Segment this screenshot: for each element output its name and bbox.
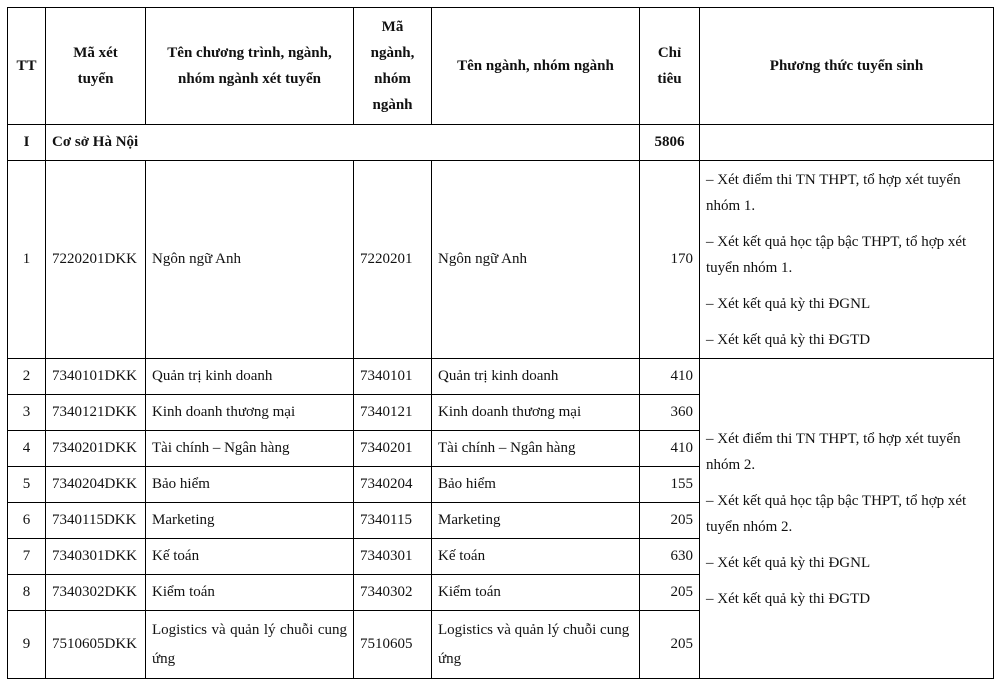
row-code: 7340204DKK <box>46 467 146 503</box>
row-code: 7340302DKK <box>46 575 146 611</box>
row-code: 7340101DKK <box>46 359 146 395</box>
row-program: Tài chính – Ngân hàng <box>146 431 354 467</box>
row-code: 7220201DKK <box>46 161 146 359</box>
row-program: Ngôn ngữ Anh <box>146 161 354 359</box>
row-program: Kế toán <box>146 539 354 575</box>
row-program: Kiểm toán <box>146 575 354 611</box>
row-quota: 410 <box>640 431 700 467</box>
section-tt: I <box>8 125 46 161</box>
section-total: 5806 <box>640 125 700 161</box>
row-quota: 170 <box>640 161 700 359</box>
row-major: Quản trị kinh doanh <box>432 359 640 395</box>
admission-table <box>7 7 994 679</box>
method-item: – Xét điểm thi TN THPT, tổ hợp xét tuyển nhóm 1. <box>706 171 961 214</box>
row-major-code: 7340101 <box>354 359 432 395</box>
row-major-code: 7340121 <box>354 395 432 431</box>
header-ten-chuong-trinh: Tên chương trình, ngành, nhóm ngành xét tuyển <box>146 8 354 125</box>
row-code: 7340121DKK <box>46 395 146 431</box>
section-row <box>8 125 994 161</box>
header-phuong-thuc: Phương thức tuyển sinh <box>700 8 994 125</box>
row-major-code: 7340115 <box>354 503 432 539</box>
method-item: – Xét kết quả kỳ thi ĐGNL <box>706 554 871 571</box>
row-major-code: 7340302 <box>354 575 432 611</box>
methods-group-2 <box>700 359 994 679</box>
method-item: – Xét kết quả học tập bậc THPT, tổ hợp xét tuyển nhóm 1. <box>706 233 967 276</box>
row-quota: 205 <box>640 611 700 679</box>
row-program: Kinh doanh thương mại <box>146 395 354 431</box>
row-major-code: 7340201 <box>354 431 432 467</box>
row-major-code: 7510605 <box>354 611 432 679</box>
row-tt: 7 <box>8 539 46 575</box>
row-tt: 6 <box>8 503 46 539</box>
header-chi-tieu: Chỉ tiêu <box>640 8 700 125</box>
row-code: 7340201DKK <box>46 431 146 467</box>
row-major: Kế toán <box>432 539 640 575</box>
row-program: Marketing <box>146 503 354 539</box>
row-major-code: 7340301 <box>354 539 432 575</box>
row-quota: 410 <box>640 359 700 395</box>
row-major: Logistics và quản lý chuỗi cung ứng <box>432 611 640 679</box>
row-quota: 205 <box>640 575 700 611</box>
row-program: Logistics và quản lý chuỗi cung ứng <box>146 611 354 679</box>
row-quota: 205 <box>640 503 700 539</box>
row-major: Ngôn ngữ Anh <box>432 161 640 359</box>
row-tt: 2 <box>8 359 46 395</box>
methods-group-1 <box>700 161 994 359</box>
row-tt: 4 <box>8 431 46 467</box>
row-major: Kinh doanh thương mại <box>432 395 640 431</box>
row-tt: 3 <box>8 395 46 431</box>
section-empty <box>700 125 994 161</box>
row-major-code: 7340204 <box>354 467 432 503</box>
row-tt: 5 <box>8 467 46 503</box>
row-quota: 360 <box>640 395 700 431</box>
row-quota: 630 <box>640 539 700 575</box>
row-tt: 9 <box>8 611 46 679</box>
method-item: – Xét kết quả học tập bậc THPT, tổ hợp xét tuyển nhóm 2. <box>706 492 967 535</box>
header-ma-xet-tuyen: Mã xét tuyển <box>46 8 146 125</box>
method-item: – Xét kết quả kỳ thi ĐGTD <box>706 590 871 607</box>
row-tt: 1 <box>8 161 46 359</box>
header-row <box>8 8 994 125</box>
row-quota: 155 <box>640 467 700 503</box>
row-major: Tài chính – Ngân hàng <box>432 431 640 467</box>
row-code: 7340115DKK <box>46 503 146 539</box>
method-item: – Xét kết quả kỳ thi ĐGNL <box>706 295 871 312</box>
row-code: 7510605DKK <box>46 611 146 679</box>
row-major: Kiểm toán <box>432 575 640 611</box>
header-ten-nganh: Tên ngành, nhóm ngành <box>432 8 640 125</box>
section-name: Cơ sở Hà Nội <box>46 125 640 161</box>
method-item: – Xét điểm thi TN THPT, tổ hợp xét tuyển nhóm 2. <box>706 430 961 473</box>
header-tt: TT <box>8 8 46 125</box>
row-program: Quản trị kinh doanh <box>146 359 354 395</box>
row-program: Bảo hiểm <box>146 467 354 503</box>
row-major-code: 7220201 <box>354 161 432 359</box>
row-tt: 8 <box>8 575 46 611</box>
header-ma-nganh: Mã ngành, nhóm ngành <box>354 8 432 125</box>
table-row <box>8 359 994 395</box>
row-code: 7340301DKK <box>46 539 146 575</box>
row-major: Marketing <box>432 503 640 539</box>
row-major: Bảo hiểm <box>432 467 640 503</box>
table-row <box>8 161 994 359</box>
method-item: – Xét kết quả kỳ thi ĐGTD <box>706 331 871 348</box>
